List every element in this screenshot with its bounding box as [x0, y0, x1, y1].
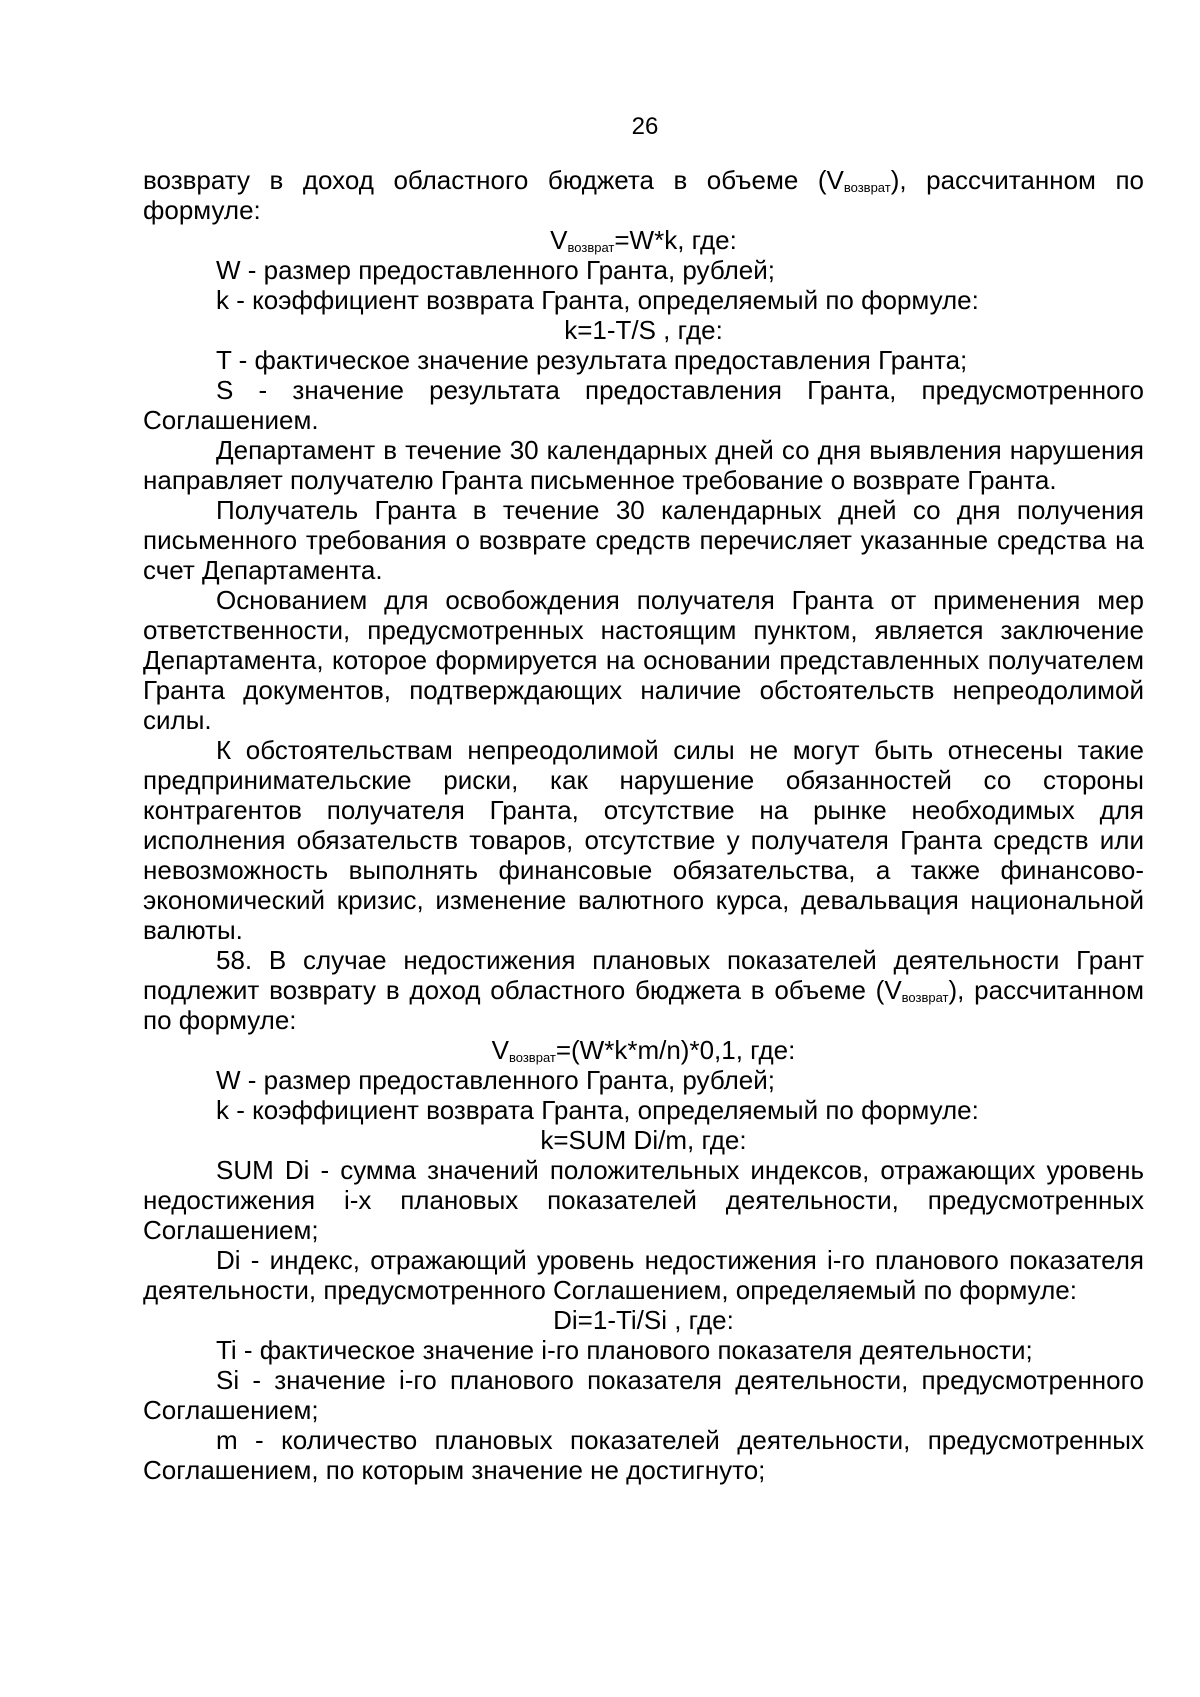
formula-k: k=1-T/S , где:	[564, 315, 723, 345]
formula-v-vozvrat-2: $V_{возврат}=(W*k*m/n)*0,1$, где:	[491, 1035, 796, 1065]
paragraph-item-58	[143, 945, 1144, 1035]
paragraph: SUM Di - сумма значений положительных индексов, отражающих уровень недостижения i-x плановых показателей деятельности, предусмотренных Соглашением;	[143, 1155, 1144, 1245]
paragraph: T - фактическое значение результата предоставления Гранта;	[216, 345, 968, 375]
paragraph-text: возврату в доход областного бюджета в объеме (V	[143, 165, 844, 195]
paragraph-text: ), рассчитанном по формуле:	[143, 165, 1144, 225]
subscript-vozvrat: возврат	[509, 1050, 556, 1065]
paragraph	[143, 165, 1144, 225]
formula-v-vozvrat: $V_{возврат}=W*k$, где:	[550, 225, 737, 255]
paragraph: k - коэффициент возврата Гранта, определяемый по формуле:	[216, 1095, 979, 1125]
paragraph: W - размер предоставленного Гранта, рублей;	[216, 1065, 775, 1095]
paragraph: Департамент в течение 30 календарных дней со дня выявления нарушения направляет получателю Гранта письменное требование о возврате Гранта.	[143, 435, 1144, 495]
paragraph-text: 58. В случае недостижения плановых показателей деятельности Грант подлежит возврату в доход областного бюджета в объеме (V	[143, 945, 1144, 1005]
formula-di: Di=1-Ti/Si , где:	[553, 1305, 734, 1335]
paragraph: k - коэффициент возврата Гранта, определяемый по формуле:	[216, 285, 979, 315]
paragraph: W - размер предоставленного Гранта, рублей;	[216, 255, 775, 285]
paragraph: Основанием для освобождения получателя Гранта от применения мер ответственности, предусмотренных настоящим пунктом, является заключение Департамента, которое формируется на основании представленных получателем Гранта документов, подтверждающих наличие обстоятельств непреодолимой силы.	[143, 585, 1144, 735]
subscript-vozvrat: возврат	[901, 990, 949, 1005]
subscript-vozvrat: возврат	[843, 180, 891, 195]
paragraph: Di - индекс, отражающий уровень недостижения i-го планового показателя деятельности, предусмотренного Соглашением, определяемый по формуле:	[143, 1245, 1144, 1305]
subscript-vozvrat: возврат	[567, 240, 615, 255]
paragraph: S - значение результата предоставления Гранта, предусмотренного Соглашением.	[143, 375, 1144, 435]
paragraph: Ti - фактическое значение i-го планового показателя деятельности;	[216, 1335, 1033, 1365]
paragraph: Получатель Гранта в течение 30 календарных дней со дня получения письменного требования о возврате средств перечисляет указанные средства на счет Департамента.	[143, 495, 1144, 585]
document-body	[143, 165, 1144, 1485]
paragraph: Si - значение i-го планового показателя деятельности, предусмотренного Соглашением;	[143, 1365, 1144, 1425]
paragraph-text: ), рассчитанном по формуле:	[143, 975, 1144, 1035]
formula-k-sum: k=SUM Di/m, где:	[540, 1125, 747, 1155]
paragraph: К обстоятельствам непреодолимой силы не могут быть отнесены такие предпринимательские риски, как нарушение обязанностей со стороны контрагентов получателя Гранта, отсутствие на рынке необходимых для исполнения обязательств товаров, отсутствие у получателя Гранта средств или невозможность выполнять финансовые обязательства, а также финансово-экономический кризис, изменение валютного курса, девальвация национальной валюты.	[143, 735, 1144, 945]
page-number: 26	[631, 113, 659, 140]
paragraph: m - количество плановых показателей деятельности, предусмотренных Соглашением, по которым значение не достигнуто;	[143, 1425, 1144, 1485]
